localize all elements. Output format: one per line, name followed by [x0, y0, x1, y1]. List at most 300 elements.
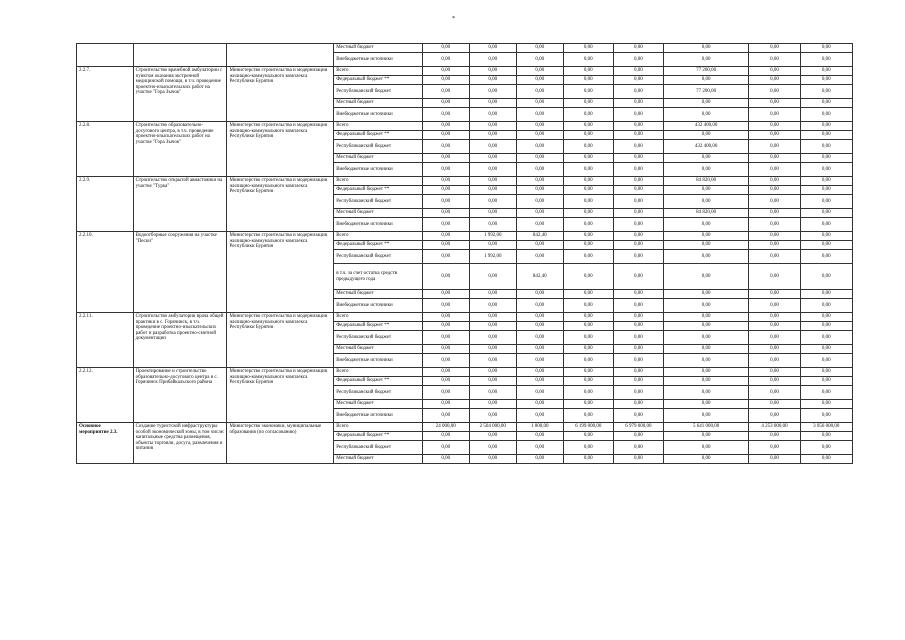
funding-source: Внебюджетные источники: [334, 299, 423, 313]
funding-source: Внебюджетные источники: [334, 409, 423, 423]
row-title: Водоотборные сооружения на участке "Пески": [133, 232, 227, 313]
amount-cell: 0,00: [563, 331, 613, 345]
amount-cell: 0,00: [800, 53, 852, 67]
amount-cell: 0,00: [469, 290, 516, 299]
amount-cell: 0,00: [422, 122, 469, 131]
row-executor: Министерство строительства и модернизации жилищно-коммунального комплекса Республики Бурятия: [227, 177, 334, 232]
amount-cell: 0,00: [563, 441, 613, 455]
amount-cell: 0,00: [469, 313, 516, 322]
amount-cell: 0,00: [749, 455, 800, 464]
row-title: Строительство врачебной амбулатории с пунктом оказания экстренной медицинской помощи, в т.ч. проведение проектно-изыскательских работ на участке "Гора Зычок": [133, 67, 227, 122]
row-code: 2.2.12.: [77, 368, 134, 423]
amount-cell: 6 199 000,00: [563, 423, 613, 432]
amount-cell: 0,00: [563, 154, 613, 163]
funding-source: Местный бюджет: [334, 455, 423, 464]
amount-cell: 24 000,00: [422, 423, 469, 432]
amount-cell: 0,00: [800, 441, 852, 455]
amount-cell: 0,00: [749, 131, 800, 140]
amount-cell: 0,00: [469, 53, 516, 67]
amount-cell: 0,00: [516, 400, 563, 409]
amount-cell: 0,00: [800, 354, 852, 368]
funding-source: Всего: [334, 232, 423, 241]
amount-cell: 0,00: [663, 455, 748, 464]
amount-cell: 0,00: [613, 400, 663, 409]
amount-cell: 0,00: [563, 209, 613, 218]
amount-cell: 0,00: [663, 377, 748, 386]
amount-cell: 0,00: [663, 186, 748, 195]
amount-cell: 0,00: [613, 108, 663, 122]
amount-cell: 0,00: [800, 85, 852, 99]
amount-cell: 6 979 000,00: [613, 423, 663, 432]
row-executor: Министерство строительства и модернизации жилищно-коммунального комплекса Республики Бурятия: [227, 232, 334, 313]
amount-cell: 0,00: [469, 432, 516, 441]
amount-cell: 0,00: [749, 264, 800, 290]
amount-cell: 0,00: [469, 331, 516, 345]
amount-cell: 0,00: [800, 290, 852, 299]
amount-cell: 0,00: [749, 386, 800, 400]
amount-cell: 0,00: [469, 368, 516, 377]
amount-cell: 0,00: [563, 313, 613, 322]
amount-cell: 0,00: [749, 409, 800, 423]
amount-cell: 0,00: [422, 250, 469, 264]
amount-cell: 0,00: [563, 53, 613, 67]
amount-cell: 0,00: [613, 354, 663, 368]
amount-cell: 0,00: [563, 322, 613, 331]
row-executor: Министерство строительства и модернизации жилищно-коммунального комплекса Республики Бурятия: [227, 313, 334, 368]
amount-cell: 0,00: [563, 432, 613, 441]
amount-cell: 0,00: [800, 195, 852, 209]
funding-source: Всего: [334, 423, 423, 432]
amount-cell: 0,00: [563, 177, 613, 186]
amount-cell: 0,00: [422, 400, 469, 409]
amount-cell: 0,00: [663, 241, 748, 250]
amount-cell: 0,00: [749, 76, 800, 85]
amount-cell: 0,00: [613, 99, 663, 108]
amount-cell: 0,00: [516, 290, 563, 299]
amount-cell: 0,00: [516, 377, 563, 386]
amount-cell: 0,00: [800, 154, 852, 163]
amount-cell: 0,00: [516, 177, 563, 186]
amount-cell: 0,00: [663, 44, 748, 53]
amount-cell: 0,00: [469, 154, 516, 163]
amount-cell: 0,00: [749, 400, 800, 409]
amount-cell: 0,00: [613, 241, 663, 250]
amount-cell: 0,00: [800, 108, 852, 122]
amount-cell: 0,00: [422, 299, 469, 313]
amount-cell: 0,00: [613, 209, 663, 218]
amount-cell: 0,00: [563, 299, 613, 313]
row-code: 2.2.7.: [77, 67, 134, 122]
amount-cell: 0,00: [516, 186, 563, 195]
amount-cell: 0,00: [469, 99, 516, 108]
amount-cell: 77 200,00: [663, 85, 748, 99]
amount-cell: 0,00: [422, 53, 469, 67]
amount-cell: 0,00: [749, 354, 800, 368]
amount-cell: 1 992,00: [469, 232, 516, 241]
amount-cell: 0,00: [749, 218, 800, 232]
table-row: [77, 122, 853, 131]
amount-cell: 0,00: [800, 44, 852, 53]
funding-source: Местный бюджет: [334, 290, 423, 299]
amount-cell: 0,00: [613, 53, 663, 67]
amount-cell: 0,00: [613, 386, 663, 400]
amount-cell: 0,00: [800, 313, 852, 322]
amount-cell: 3 056 000,00: [800, 423, 852, 432]
amount-cell: 0,00: [516, 108, 563, 122]
funding-source: Внебюджетные источники: [334, 354, 423, 368]
amount-cell: 0,00: [749, 163, 800, 177]
amount-cell: 0,00: [469, 264, 516, 290]
amount-cell: 0,00: [516, 313, 563, 322]
amount-cell: 0,00: [469, 322, 516, 331]
amount-cell: 0,00: [663, 400, 748, 409]
amount-cell: 0,00: [800, 250, 852, 264]
amount-cell: 84 820,00: [663, 177, 748, 186]
row-executor: Министерство строительства и модернизации жилищно-коммунального комплекса Республики Бурятия: [227, 368, 334, 423]
amount-cell: 0,00: [749, 368, 800, 377]
amount-cell: 0,00: [516, 131, 563, 140]
amount-cell: 0,00: [613, 290, 663, 299]
amount-cell: 0,00: [563, 122, 613, 131]
amount-cell: 0,00: [516, 354, 563, 368]
amount-cell: 0,00: [422, 409, 469, 423]
amount-cell: 0,00: [800, 76, 852, 85]
table-row: [77, 67, 853, 76]
amount-cell: 0,00: [469, 163, 516, 177]
amount-cell: 0,00: [749, 186, 800, 195]
amount-cell: 0,00: [422, 154, 469, 163]
amount-cell: 0,00: [749, 290, 800, 299]
row-executor: Министерство экономики, муниципальные образования (по согласованию): [227, 423, 334, 464]
amount-cell: 0,00: [800, 163, 852, 177]
amount-cell: 0,00: [422, 44, 469, 53]
amount-cell: 0,00: [800, 400, 852, 409]
amount-cell: 0,00: [613, 250, 663, 264]
amount-cell: 0,00: [800, 368, 852, 377]
amount-cell: 0,00: [663, 441, 748, 455]
amount-cell: 0,00: [613, 232, 663, 241]
amount-cell: 0,00: [800, 386, 852, 400]
amount-cell: 0,00: [663, 386, 748, 400]
amount-cell: 0,00: [469, 76, 516, 85]
amount-cell: 842,40: [516, 232, 563, 241]
amount-cell: 0,00: [422, 232, 469, 241]
amount-cell: 0,00: [563, 264, 613, 290]
amount-cell: 0,00: [563, 377, 613, 386]
amount-cell: 0,00: [469, 108, 516, 122]
amount-cell: 0,00: [749, 195, 800, 209]
funding-source: Федеральный бюджет **: [334, 186, 423, 195]
amount-cell: 0,00: [663, 322, 748, 331]
amount-cell: 0,00: [422, 85, 469, 99]
row-code: 2.2.10.: [77, 232, 134, 313]
funding-source: Федеральный бюджет **: [334, 76, 423, 85]
amount-cell: 0,00: [663, 99, 748, 108]
funding-source: Федеральный бюджет **: [334, 377, 423, 386]
row-title: [133, 44, 227, 67]
amount-cell: 0,00: [469, 455, 516, 464]
amount-cell: 0,00: [749, 85, 800, 99]
table-row: [77, 44, 853, 53]
amount-cell: 0,00: [749, 331, 800, 345]
amount-cell: 0,00: [749, 345, 800, 354]
amount-cell: 0,00: [749, 53, 800, 67]
amount-cell: 0,00: [749, 154, 800, 163]
funding-source: Внебюджетные источники: [334, 53, 423, 67]
row-executor: Министерство строительства и модернизации жилищно-коммунального комплекса Республики Бурятия: [227, 67, 334, 122]
amount-cell: 432 400,00: [663, 140, 748, 154]
amount-cell: 0,00: [663, 163, 748, 177]
amount-cell: 0,00: [800, 99, 852, 108]
amount-cell: 0,00: [422, 99, 469, 108]
amount-cell: 0,00: [749, 108, 800, 122]
funding-source: Всего: [334, 67, 423, 76]
amount-cell: 0,00: [563, 290, 613, 299]
funding-source: Местный бюджет: [334, 345, 423, 354]
funding-source: Местный бюджет: [334, 400, 423, 409]
amount-cell: 0,00: [663, 154, 748, 163]
amount-cell: 0,00: [663, 195, 748, 209]
amount-cell: 0,00: [516, 368, 563, 377]
amount-cell: 0,00: [749, 177, 800, 186]
amount-cell: 0,00: [469, 354, 516, 368]
amount-cell: 0,00: [422, 195, 469, 209]
amount-cell: 0,00: [613, 331, 663, 345]
amount-cell: 0,00: [422, 354, 469, 368]
amount-cell: 0,00: [563, 218, 613, 232]
amount-cell: 0,00: [800, 264, 852, 290]
table-row: [77, 232, 853, 241]
amount-cell: 0,00: [563, 345, 613, 354]
row-executor: [227, 44, 334, 67]
amount-cell: 4 253 000,00: [749, 423, 800, 432]
amount-cell: 0,00: [613, 432, 663, 441]
amount-cell: 0,00: [613, 44, 663, 53]
amount-cell: 0,00: [563, 250, 613, 264]
amount-cell: 0,00: [469, 409, 516, 423]
row-title: Строительство открытой авиастоянки на участке "Турка": [133, 177, 227, 232]
amount-cell: 0,00: [749, 250, 800, 264]
amount-cell: 0,00: [613, 122, 663, 131]
amount-cell: 0,00: [469, 131, 516, 140]
amount-cell: 842,40: [516, 264, 563, 290]
amount-cell: 0,00: [749, 99, 800, 108]
funding-source: Местный бюджет: [334, 99, 423, 108]
amount-cell: 0,00: [613, 409, 663, 423]
amount-cell: 0,00: [613, 163, 663, 177]
amount-cell: 0,00: [749, 140, 800, 154]
funding-source: Республиканский бюджет: [334, 441, 423, 455]
row-title: Проектирование и строительство образовательно-досугового центра в с. Горячинск Прибайкальского района: [133, 368, 227, 423]
amount-cell: 0,00: [422, 131, 469, 140]
amount-cell: 0,00: [563, 195, 613, 209]
funding-source: Республиканский бюджет: [334, 140, 423, 154]
amount-cell: 0,00: [563, 163, 613, 177]
amount-cell: 0,00: [800, 331, 852, 345]
amount-cell: 0,00: [613, 218, 663, 232]
amount-cell: 0,00: [800, 232, 852, 241]
funding-source: Федеральный бюджет **: [334, 432, 423, 441]
page-mark: *: [452, 16, 455, 22]
funding-source: Всего: [334, 177, 423, 186]
row-code: [77, 44, 134, 67]
amount-cell: 0,00: [749, 441, 800, 455]
amount-cell: 0,00: [422, 108, 469, 122]
amount-cell: 0,00: [516, 195, 563, 209]
funding-source: Всего: [334, 368, 423, 377]
amount-cell: 0,00: [563, 67, 613, 76]
amount-cell: 0,00: [749, 432, 800, 441]
amount-cell: 0,00: [422, 177, 469, 186]
amount-cell: 0,00: [516, 299, 563, 313]
funding-source: Внебюджетные источники: [334, 163, 423, 177]
amount-cell: 0,00: [800, 186, 852, 195]
amount-cell: 0,00: [516, 209, 563, 218]
amount-cell: 0,00: [749, 377, 800, 386]
amount-cell: 0,00: [422, 377, 469, 386]
amount-cell: 0,00: [563, 85, 613, 99]
amount-cell: 0,00: [663, 264, 748, 290]
funding-source: Федеральный бюджет **: [334, 241, 423, 250]
table-row: [77, 423, 853, 432]
amount-cell: 0,00: [800, 131, 852, 140]
amount-cell: 0,00: [516, 345, 563, 354]
amount-cell: 0,00: [469, 218, 516, 232]
amount-cell: 0,00: [563, 108, 613, 122]
funding-source: Федеральный бюджет **: [334, 131, 423, 140]
amount-cell: 0,00: [516, 218, 563, 232]
amount-cell: 0,00: [800, 122, 852, 131]
amount-cell: 0,00: [422, 345, 469, 354]
amount-cell: 0,00: [422, 432, 469, 441]
funding-source: Федеральный бюджет **: [334, 322, 423, 331]
amount-cell: 84 820,00: [663, 209, 748, 218]
amount-cell: 0,00: [800, 140, 852, 154]
amount-cell: 432 400,00: [663, 122, 748, 131]
amount-cell: 0,00: [563, 44, 613, 53]
amount-cell: 0,00: [613, 322, 663, 331]
amount-cell: 0,00: [663, 313, 748, 322]
amount-cell: 2 504 000,00: [469, 423, 516, 432]
amount-cell: 0,00: [469, 400, 516, 409]
amount-cell: 0,00: [422, 455, 469, 464]
amount-cell: 0,00: [422, 290, 469, 299]
amount-cell: 0,00: [422, 241, 469, 250]
row-executor: Министерство строительства и модернизации жилищно-коммунального комплекса Республики Бурятия: [227, 122, 334, 177]
amount-cell: 0,00: [469, 195, 516, 209]
table-row: [77, 368, 853, 377]
amount-cell: 0,00: [800, 209, 852, 218]
amount-cell: 0,00: [663, 76, 748, 85]
amount-cell: 0,00: [563, 241, 613, 250]
amount-cell: 0,00: [800, 377, 852, 386]
row-title: Строительство образовательно-досугового центра, в т.ч. проведение проектно-изыскательских работ на участке "Гора Зычок": [133, 122, 227, 177]
amount-cell: 0,00: [469, 241, 516, 250]
amount-cell: 0,00: [422, 163, 469, 177]
amount-cell: 0,00: [563, 131, 613, 140]
amount-cell: 0,00: [563, 354, 613, 368]
amount-cell: 77 200,00: [663, 67, 748, 76]
amount-cell: 0,00: [422, 67, 469, 76]
amount-cell: 0,00: [422, 140, 469, 154]
amount-cell: 0,00: [613, 455, 663, 464]
amount-cell: 0,00: [613, 377, 663, 386]
amount-cell: 0,00: [663, 432, 748, 441]
amount-cell: 0,00: [469, 377, 516, 386]
amount-cell: 0,00: [663, 108, 748, 122]
amount-cell: 0,00: [800, 241, 852, 250]
amount-cell: 0,00: [663, 218, 748, 232]
amount-cell: 0,00: [663, 131, 748, 140]
amount-cell: 0,00: [469, 67, 516, 76]
amount-cell: 0,00: [516, 163, 563, 177]
row-code: 2.2.8.: [77, 122, 134, 177]
amount-cell: 0,00: [563, 386, 613, 400]
amount-cell: 0,00: [516, 455, 563, 464]
amount-cell: 0,00: [469, 186, 516, 195]
amount-cell: 0,00: [469, 44, 516, 53]
amount-cell: 0,00: [469, 441, 516, 455]
amount-cell: 0,00: [469, 386, 516, 400]
amount-cell: 0,00: [663, 299, 748, 313]
amount-cell: 0,00: [422, 218, 469, 232]
amount-cell: 0,00: [516, 53, 563, 67]
amount-cell: 0,00: [516, 250, 563, 264]
amount-cell: 0,00: [800, 345, 852, 354]
amount-cell: 0,00: [613, 345, 663, 354]
amount-cell: 0,00: [749, 299, 800, 313]
amount-cell: 0,00: [613, 76, 663, 85]
funding-source: Республиканский бюджет: [334, 250, 423, 264]
amount-cell: 0,00: [613, 195, 663, 209]
amount-cell: 0,00: [422, 368, 469, 377]
funding-source: Внебюджетные источники: [334, 108, 423, 122]
table-row: [77, 313, 853, 322]
amount-cell: 0,00: [563, 232, 613, 241]
amount-cell: 0,00: [563, 140, 613, 154]
amount-cell: 0,00: [469, 299, 516, 313]
amount-cell: 0,00: [663, 232, 748, 241]
amount-cell: 0,00: [613, 264, 663, 290]
funding-source: в т.ч. за счет остатка средств предыдущего года: [334, 264, 423, 290]
amount-cell: 0,00: [422, 386, 469, 400]
amount-cell: 0,00: [516, 44, 563, 53]
amount-cell: 0,00: [469, 177, 516, 186]
amount-cell: 0,00: [663, 345, 748, 354]
amount-cell: 0,00: [749, 44, 800, 53]
amount-cell: 0,00: [516, 140, 563, 154]
table-row: [77, 177, 853, 186]
amount-cell: 0,00: [516, 322, 563, 331]
amount-cell: 0,00: [422, 209, 469, 218]
amount-cell: 0,00: [516, 154, 563, 163]
funding-source: Местный бюджет: [334, 209, 423, 218]
funding-source: Внебюджетные источники: [334, 218, 423, 232]
amount-cell: 5 641 000,00: [663, 423, 748, 432]
row-title: Создание туристской инфраструктуры особой экономической зоны, в том числе: капитальные средства размещения, объекты торговли, досуга, развлечения и питания: [133, 423, 227, 464]
amount-cell: 0,00: [800, 455, 852, 464]
amount-cell: 0,00: [749, 241, 800, 250]
amount-cell: 0,00: [516, 386, 563, 400]
amount-cell: 0,00: [563, 186, 613, 195]
amount-cell: 0,00: [613, 131, 663, 140]
amount-cell: 0,00: [422, 322, 469, 331]
amount-cell: 0,00: [613, 299, 663, 313]
amount-cell: 0,00: [663, 354, 748, 368]
amount-cell: 0,00: [422, 186, 469, 195]
amount-cell: 0,00: [516, 85, 563, 99]
funding-source: Республиканский бюджет: [334, 386, 423, 400]
